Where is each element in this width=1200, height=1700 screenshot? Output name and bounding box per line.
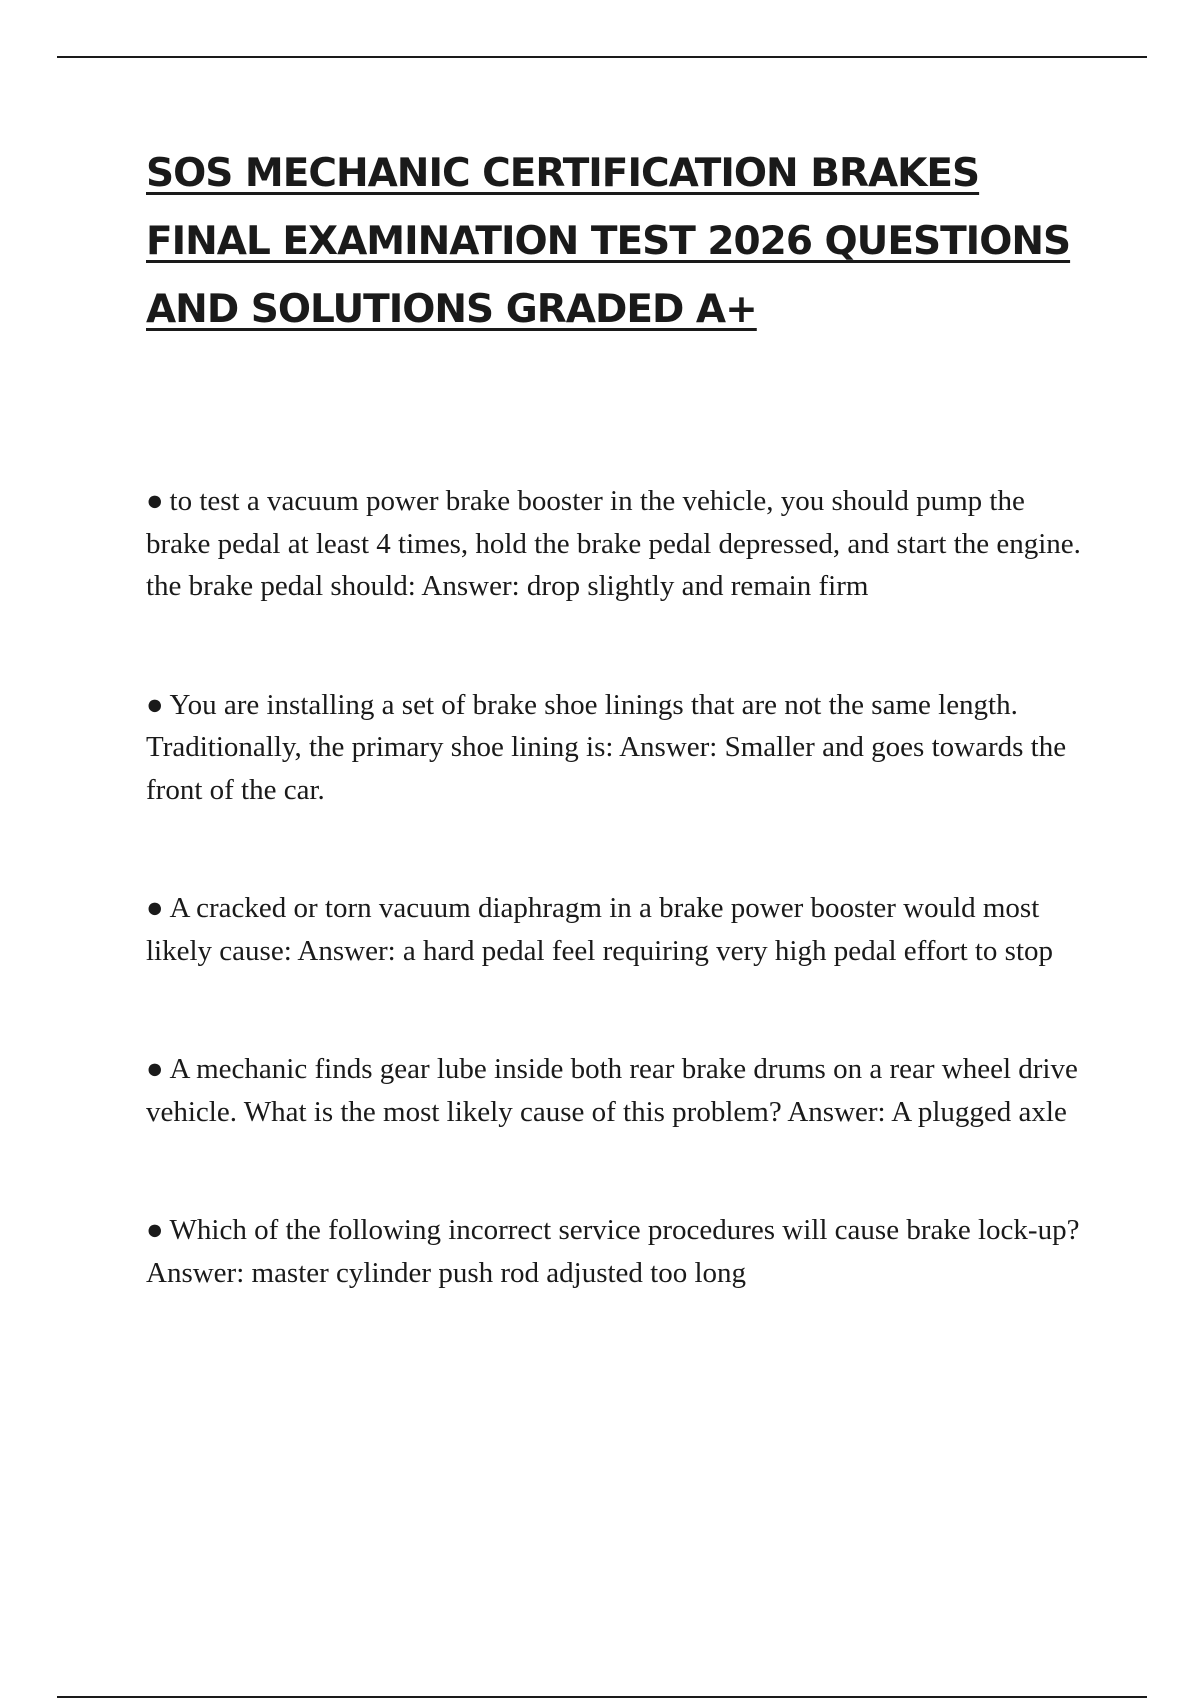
bullet-icon: ● xyxy=(146,1214,164,1246)
top-divider xyxy=(57,56,1147,58)
list-item xyxy=(146,684,1091,812)
document-title: SOS MECHANIC CERTIFICATION BRAKES FINAL EXAMINATION TEST 2026 QUESTIONS AND SOLUTIONS GRADED A+ xyxy=(146,151,1071,332)
list-item xyxy=(146,1209,1091,1294)
list-item xyxy=(146,887,1091,972)
question-text: Which of the following incorrect service procedures will cause brake lock-up? Answer: master cylinder push rod adjusted too long xyxy=(146,1214,1080,1289)
question-text: A cracked or torn vacuum diaphragm in a brake power booster would most likely cause: Answer: a hard pedal feel requiring very high pedal effort to stop xyxy=(146,892,1054,967)
question-text: A mechanic finds gear lube inside both rear brake drums on a rear wheel drive vehicle. What is the most likely cause of this problem? Answer: A plugged axle xyxy=(146,1053,1078,1128)
question-text: to test a vacuum power brake booster in the vehicle, you should pump the brake pedal at least 4 times, hold the brake pedal depressed, and start the engine. the brake pedal should: Answer: drop slightly and remain firm xyxy=(146,485,1081,602)
bullet-icon: ● xyxy=(146,485,164,517)
question-list xyxy=(146,480,1091,1294)
list-item xyxy=(146,1048,1091,1133)
question-text: You are installing a set of brake shoe linings that are not the same length. Traditionally, the primary shoe lining is: Answer: Smaller and goes towards the front of the car. xyxy=(146,688,1067,806)
list-item xyxy=(146,480,1091,608)
bullet-icon: ● xyxy=(146,1053,164,1085)
bullet-icon: ● xyxy=(146,688,164,721)
bullet-icon: ● xyxy=(146,892,164,924)
bottom-divider xyxy=(57,1696,1147,1698)
